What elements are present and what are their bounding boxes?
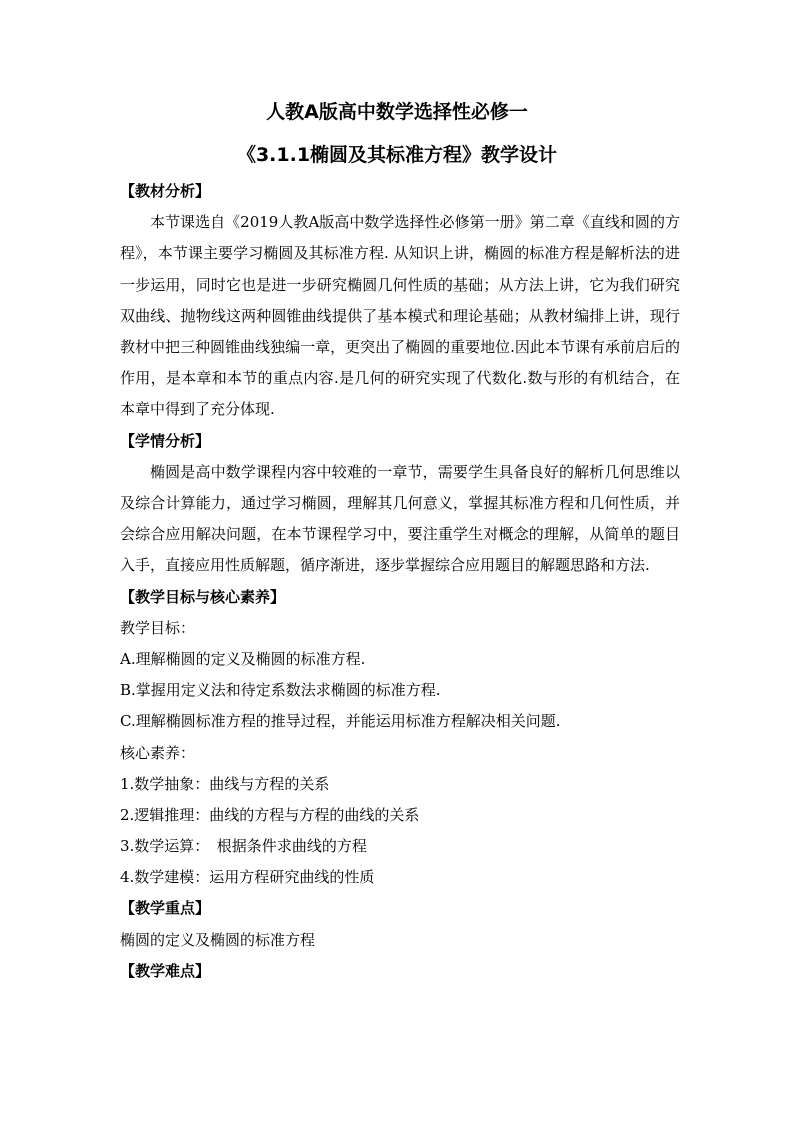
teaching-goals-label: 教学目标： [120, 618, 196, 637]
core-literacy-label: 核心素养： [120, 743, 196, 762]
document-body [120, 176, 680, 987]
core-literacy-item-3: 3.数学运算： 根据条件求曲线的方程 [120, 837, 367, 856]
section-heading-key-points: 【教学重点】 [120, 899, 211, 918]
core-literacy-item-4: 4.数学建模：运用方程研究曲线的性质 [120, 868, 375, 887]
learner-analysis-paragraph: 椭圆是高中数学课程内容中较难的一章节，需要学生具备良好的解析几何思维以及综合计算能力，通过学习椭圆，理解其几何意义，掌握其标准方程和几何性质，并会综合应用解决问题，在本节课程学习中，要注重学生对概念的理解，从简单的题目入手，直接应用性质解题，循序渐进，逐步掌握综合应用题目的解题思路和方法. [120, 462, 680, 575]
key-points-text: 椭圆的定义及椭圆的标准方程 [120, 930, 316, 949]
section-heading-learner-analysis: 【学情分析】 [120, 431, 211, 450]
document-title-line1: 人教A版高中数学选择性必修一 [266, 101, 528, 123]
document-title-line2: 《3.1.1椭圆及其标准方程》教学设计 [236, 144, 558, 166]
teaching-goal-a: A.理解椭圆的定义及椭圆的标准方程. [120, 649, 366, 668]
textbook-analysis-paragraph: 本节课选自《2019人教A版高中数学选择性必修第一册》第二章《直线和圆的方程》，本节课主要学习椭圆及其标准方程. 从知识上讲，椭圆的标准方程是解析法的进一步运用，同时它也是进一步研究椭圆几何性质的基础；从方法上讲，它为我们研究双曲线、抛物线这两种圆锥曲线提供了基本模式和理论基础；从教材编排上讲，现行教材中把三种圆锥曲线独编一章，更突出了椭圆的重要地位.因此本节课有承前启后的作用，是本章和本节的重点内容.是几何的研究实现了代数化.数与形的有机结合，在本章中得到了充分体现. [120, 213, 680, 419]
section-heading-objectives: 【教学目标与核心素养】 [120, 587, 286, 606]
teaching-goal-c: C.理解椭圆标准方程的推导过程，并能运用标准方程解决相关问题. [120, 712, 561, 731]
section-heading-textbook-analysis: 【教材分析】 [120, 182, 211, 200]
section-heading-difficulties: 【教学难点】 [120, 961, 211, 980]
core-literacy-item-2: 2.逻辑推理：曲线的方程与方程的曲线的关系 [120, 805, 420, 824]
teaching-goal-b: B.掌握用定义法和待定系数法求椭圆的标准方程. [120, 681, 441, 700]
core-literacy-item-1: 1.数学抽象：曲线与方程的关系 [120, 774, 330, 793]
